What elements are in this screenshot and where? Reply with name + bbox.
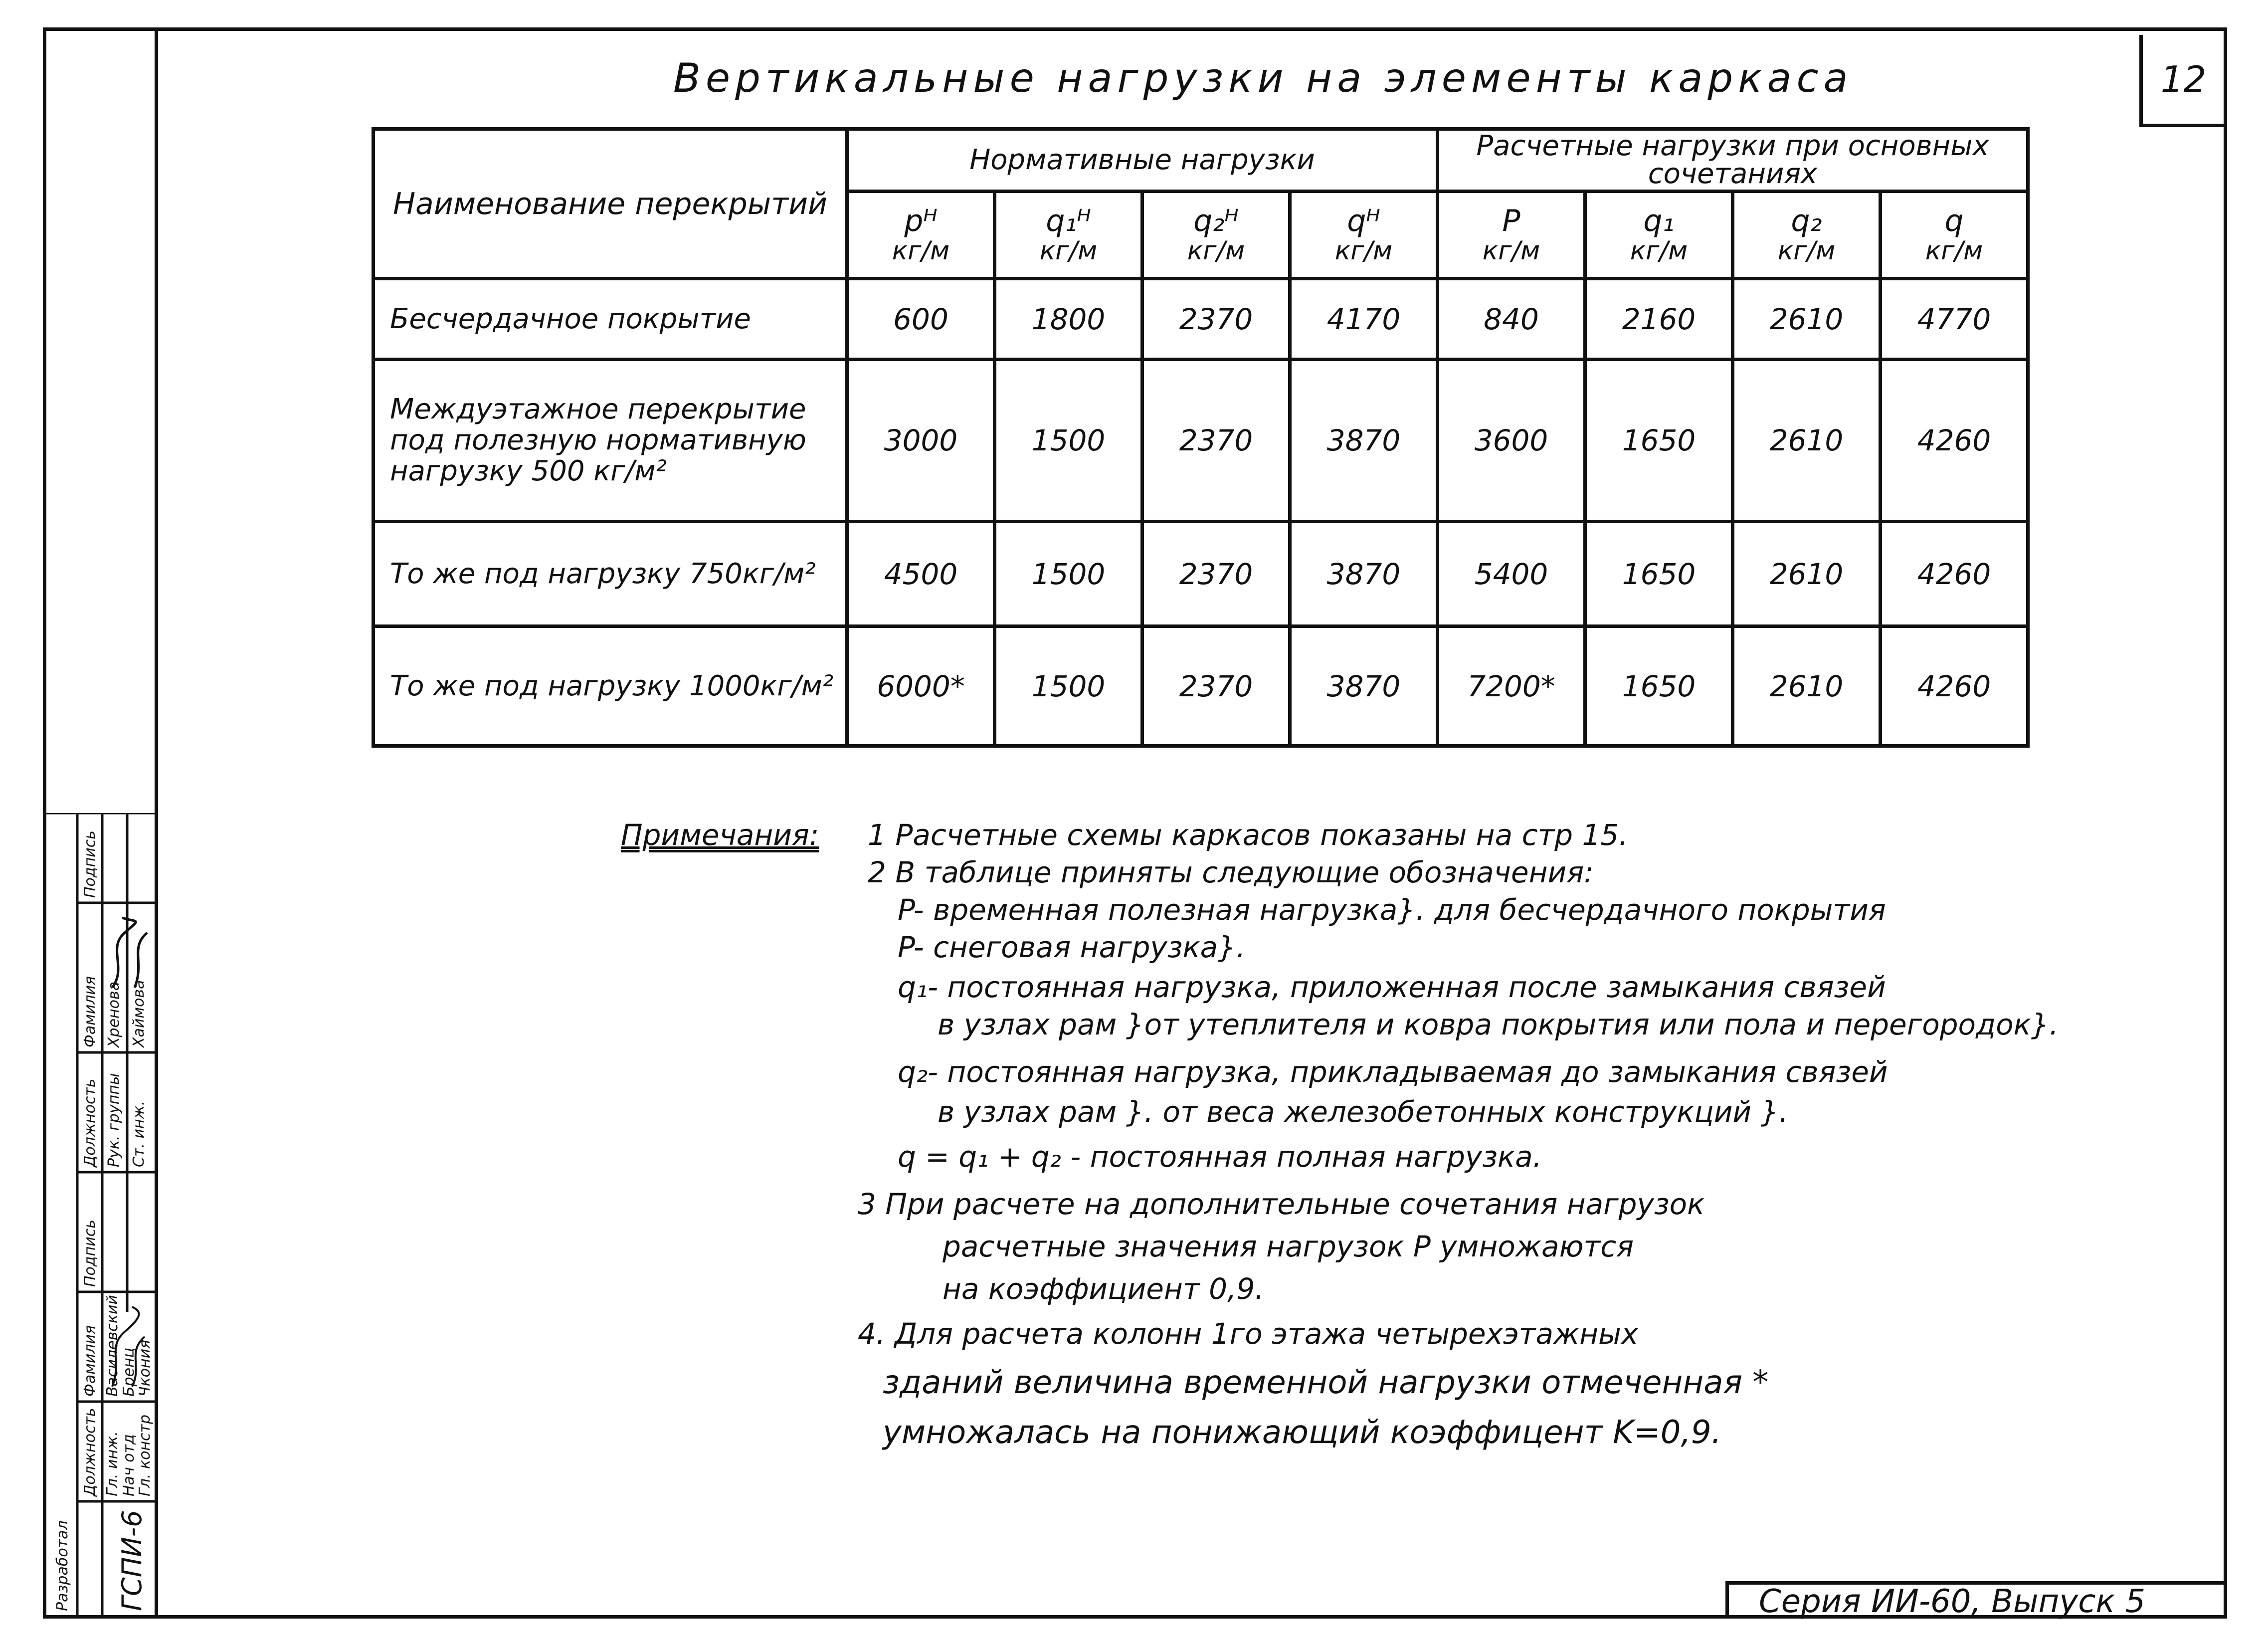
table-cell: 5400 xyxy=(1438,522,1585,626)
stamp-left-name: Василевский xyxy=(104,1295,121,1397)
table-cell: 2610 xyxy=(1733,279,1881,360)
table-header-normative: Нормативные нагрузки xyxy=(847,129,1438,192)
table-cell: 3870 xyxy=(1290,360,1438,522)
notes-label: Примечания: xyxy=(621,818,819,852)
table-cell: 2610 xyxy=(1733,360,1881,522)
series-label: Серия ИИ-60, Выпуск 5 xyxy=(1725,1581,2227,1619)
table-cell: 1500 xyxy=(995,360,1142,522)
note-line: 4. Для расчета колонн 1го этажа четырехэтажных xyxy=(858,1317,1639,1351)
table-cell: 1800 xyxy=(995,279,1142,360)
table-col-header: q₂ᴴ кг/м xyxy=(1142,192,1290,279)
stamp-left-position: Гл. констр xyxy=(136,1414,154,1496)
table-cell: 2610 xyxy=(1733,522,1881,626)
table-cell: 6000* xyxy=(847,626,995,746)
note-line: зданий величина временной нагрузки отмеченная * xyxy=(883,1364,1769,1401)
table-row-name: Бесчердачное покрытие xyxy=(374,279,847,360)
table-cell: 1650 xyxy=(1585,360,1733,522)
table-cell: 2610 xyxy=(1733,626,1881,746)
table-cell: 2370 xyxy=(1142,360,1290,522)
table-row xyxy=(374,279,2028,360)
table-col-header: q₁ᴴ кг/м xyxy=(995,192,1142,279)
table-cell: 1650 xyxy=(1585,522,1733,626)
stamp-col-surname-2: Фамилия xyxy=(81,976,99,1047)
note-line: q₂- постоянная нагрузка, прикладываемая до замыкания связей xyxy=(898,1055,1888,1089)
table-col-header: qᴴ кг/м xyxy=(1290,192,1438,279)
table-header-design: Расчетные нагрузки при основных сочетаниях xyxy=(1438,129,2028,192)
stamp-right-position: Ст. инж. xyxy=(130,1100,148,1167)
table-row xyxy=(374,360,2028,522)
table-cell: 3870 xyxy=(1290,522,1438,626)
page-number: 12 xyxy=(2160,58,2207,100)
note-line: 2 В таблице приняты следующие обозначения: xyxy=(868,855,1594,889)
signature-scribble-2 xyxy=(102,913,152,998)
table-cell: 7200* xyxy=(1438,626,1585,746)
stamp-left-position: Нач отд xyxy=(120,1434,138,1496)
table-cell: 840 xyxy=(1438,279,1585,360)
table-cell: 2370 xyxy=(1142,279,1290,360)
table-cell: 2370 xyxy=(1142,522,1290,626)
table-cell: 3600 xyxy=(1438,360,1585,522)
note-line: 1 Расчетные схемы каркасов показаны на стр 15. xyxy=(868,818,1628,852)
table-cell: 4260 xyxy=(1881,360,2028,522)
table-cell: 1500 xyxy=(995,626,1142,746)
table-cell: 4770 xyxy=(1881,279,2028,360)
table-cell: 4170 xyxy=(1290,279,1438,360)
table-col-header: pᴴ кг/м xyxy=(847,192,995,279)
stamp-col-signature: Подпись xyxy=(81,1220,99,1287)
table-col-header: q₁ кг/м xyxy=(1585,192,1733,279)
stamp-right-name: Хаймова xyxy=(130,980,148,1047)
table-cell: 4260 xyxy=(1881,626,2028,746)
title-block-stamp xyxy=(46,813,155,1619)
stamp-col-surname: Фамилия xyxy=(81,1325,99,1397)
stamp-right-name: Хренова xyxy=(105,981,123,1047)
table-cell: 2160 xyxy=(1585,279,1733,360)
stamp-developed: Разработал xyxy=(54,1520,71,1611)
note-line: в узлах рам }от утеплителя и ковра покрытия или пола и перегородок}. xyxy=(938,1008,2059,1041)
table-row-name: Междуэтажное перекрытие под полезную нормативную нагрузку 500 кг/м² xyxy=(374,360,847,522)
table-cell: 2370 xyxy=(1142,626,1290,746)
page-number-box xyxy=(2139,35,2224,127)
table-col-header: P кг/м xyxy=(1438,192,1585,279)
stamp-left-name: Чкония xyxy=(136,1339,154,1397)
stamp-col-position-2: Должность xyxy=(81,1078,99,1167)
table-cell: 600 xyxy=(847,279,995,360)
table-cell: 1650 xyxy=(1585,626,1733,746)
stamp-left-position: Гл. инж. xyxy=(104,1431,121,1496)
note-line: расчетные значения нагрузок P умножаются xyxy=(943,1230,1634,1263)
page-title: Вертикальные нагрузки на элементы каркаса xyxy=(673,55,1853,101)
table-cell: 4500 xyxy=(847,522,995,626)
note-line: 3 При расчете на дополнительные сочетания нагрузок xyxy=(858,1187,1705,1221)
stamp-right-position: Рук. группы xyxy=(105,1073,123,1167)
loads-table xyxy=(372,127,2030,748)
table-col-header: q₂ кг/м xyxy=(1733,192,1881,279)
signature-scribble xyxy=(102,1302,152,1397)
table-row xyxy=(374,522,2028,626)
stamp-left-name: Бренц xyxy=(120,1347,138,1397)
table-header-name: Наименование перекрытий xyxy=(374,129,847,279)
stamp-col-position: Должность xyxy=(81,1408,99,1496)
frame-left-margin-line xyxy=(155,27,158,1619)
note-line: q = q₁ + q₂ - постоянная полная нагрузка. xyxy=(898,1140,1542,1174)
table-row-name: То же под нагрузку 750кг/м² xyxy=(374,522,847,626)
note-line: в узлах рам }. от веса железобетонных конструкций }. xyxy=(938,1095,1788,1129)
table-cell: 3870 xyxy=(1290,626,1438,746)
stamp-col-signature-2: Подпись xyxy=(81,830,99,898)
stamp-org: ГСПИ-6 xyxy=(116,1510,148,1611)
note-line: на коэффициент 0,9. xyxy=(943,1272,1264,1306)
note-line: P- снеговая нагрузка}. xyxy=(898,930,1246,964)
table-col-header: q кг/м xyxy=(1881,192,2028,279)
table-row xyxy=(374,626,2028,746)
table-cell: 1500 xyxy=(995,522,1142,626)
note-line: q₁- постоянная нагрузка, приложенная после замыкания связей xyxy=(898,970,1886,1004)
table-row-name: То же под нагрузку 1000кг/м² xyxy=(374,626,847,746)
table-cell: 4260 xyxy=(1881,522,2028,626)
table-cell: 3000 xyxy=(847,360,995,522)
note-line: P- временная полезная нагрузка}. для бесчердачного покрытия xyxy=(898,893,1886,927)
note-line: умножалась на понижающий коэффицент K=0,9. xyxy=(883,1414,1721,1451)
